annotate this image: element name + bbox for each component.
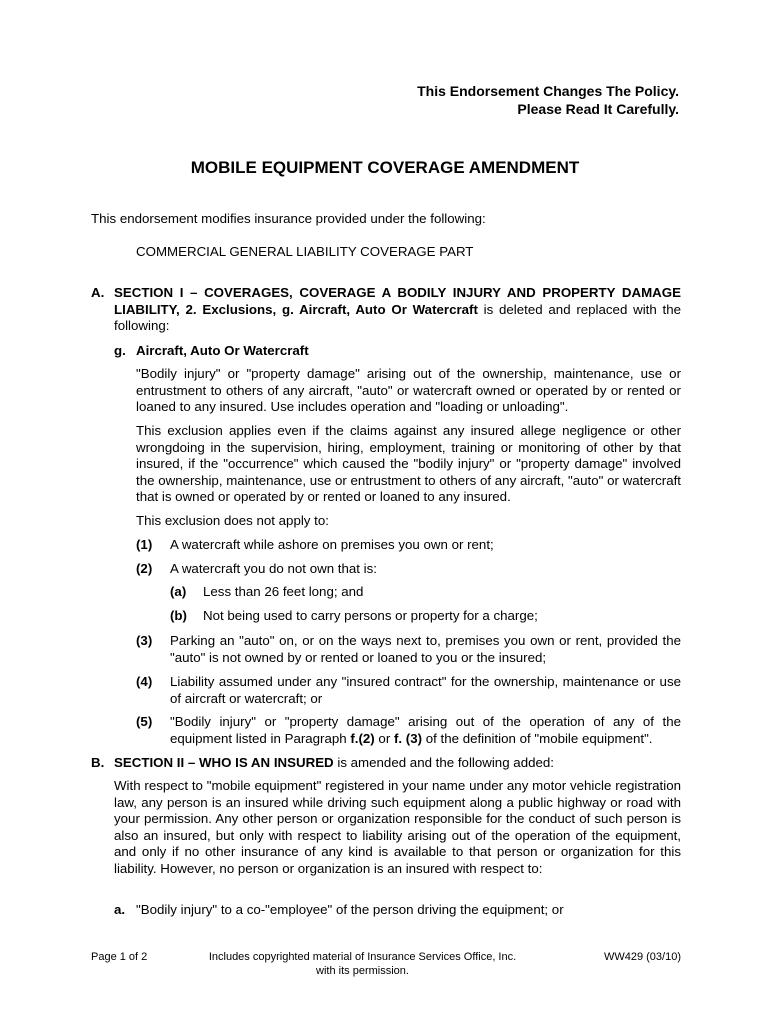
section-a-heading-rest: is deleted and replaced with the following: [114, 301, 681, 334]
notice-line-2: Please Read It Carefully. [517, 101, 679, 117]
coverage-part: COMMERCIAL GENERAL LIABILITY COVERAGE PART [136, 244, 474, 259]
copyright-notice [190, 950, 535, 978]
list-item-text [170, 714, 681, 747]
sub-list-item-number: (a) [170, 584, 187, 599]
list-item-number: (5) [136, 714, 153, 729]
list-item-text: A watercraft you do not own that is: [170, 561, 377, 576]
section-b-para: With respect to "mobile equipment" registered in your name under any motor vehicle registration law, any person is an insured while driving such equipment along a public highway or road with your permission. Any other person or organization responsible for the conduct of such person is also an insured, but only with respect to liability arising out of the operation of the equipment, and only if no other insurance of any kind is available to that person or organization for this liability. However, no person or organization is an insured with respect to: [114, 778, 681, 876]
section-b-heading-bold: SECTION II – WHO IS AN INSURED [114, 755, 334, 770]
exclusion-para-2: This exclusion applies even if the claims against any insured allege negligence or other wrongdoing in the supervision, hiring, employment, training or monitoring of other by that insured, if the "occurrence" which caused the "bodily injury" or "property damage" involved the ownership, maintenance, use or entrustment to others of any aircraft, "auto" or watercraft that is owned or operated by or rented or loaned to any insured. [136, 423, 681, 505]
copyright-line-1: Includes copyrighted material of Insurance Services Office, Inc. [208, 951, 517, 963]
sub-list-item-number: (b) [170, 608, 187, 623]
notice-line-1: This Endorsement Changes The Policy. [417, 83, 679, 99]
copyright-line-2: with its permission. [316, 965, 409, 977]
sub-list-item-text: Not being used to carry persons or property for a charge; [203, 608, 538, 623]
sub-list-item-text: Less than 26 feet long; and [203, 584, 364, 599]
list-item-number: (3) [136, 633, 153, 648]
subsection-g-label: g. [114, 343, 126, 358]
list-item-text: Liability assumed under any "insured contract" for the ownership, maintenance or use of aircraft or watercraft; or [170, 674, 681, 706]
subsection-g-title: Aircraft, Auto Or Watercraft [136, 343, 309, 358]
section-a-heading-bold: SECTION I – COVERAGES, COVERAGE A BODILY INJURY AND PROPERTY DAMAGE LIABILITY, 2. Exclusions, g. Aircraft, Auto Or Watercraft [114, 285, 681, 317]
section-b-label: B. [91, 755, 105, 770]
intro-text: This endorsement modifies insurance provided under the following: [91, 211, 486, 226]
item-5-ref-1: f.(2) [350, 730, 375, 746]
section-b-item-a-text: "Bodily injury" to a co-"employee" of the person driving the equipment; or [136, 902, 564, 917]
list-item-number: (4) [136, 674, 153, 689]
section-b-heading [114, 755, 681, 772]
item-5-text-a: "Bodily injury" or "property damage" arising out of the operation of any of the equipment listed in Paragraph [170, 714, 681, 746]
endorsement-notice [417, 82, 679, 118]
page-title: MOBILE EQUIPMENT COVERAGE AMENDMENT [190, 158, 580, 177]
section-a-label: A. [91, 285, 105, 300]
list-item-number: (1) [136, 537, 153, 552]
list-item-text: Parking an "auto" on, or on the ways next to, premises you own or rent, provided the "auto" is not owned by or rented or loaned to you or the insured; [170, 633, 681, 665]
section-b-heading-rest: is amended and the following added: [333, 755, 554, 770]
list-item-text: A watercraft while ashore on premises you own or rent; [170, 537, 494, 552]
item-5-text-b: or [374, 730, 394, 746]
item-5-text-c: of the definition of "mobile equipment". [422, 730, 653, 746]
section-a-heading [114, 285, 681, 335]
section-b-item-a-label: a. [114, 902, 126, 917]
page-number: Page 1 of 2 [91, 951, 148, 963]
list-item-number: (2) [136, 561, 153, 576]
item-5-ref-2: f. (3) [393, 730, 423, 746]
form-number: WW429 (03/10) [603, 951, 681, 963]
exclusion-para-1: "Bodily injury" or "property damage" arising out of the ownership, maintenance, use or entrustment to others of any aircraft, "auto" or watercraft owned or operated by or rented or loaned to any insured. Use includes operation and "loading or unloading". [136, 366, 681, 415]
exclusion-para-3: This exclusion does not apply to: [136, 513, 329, 528]
